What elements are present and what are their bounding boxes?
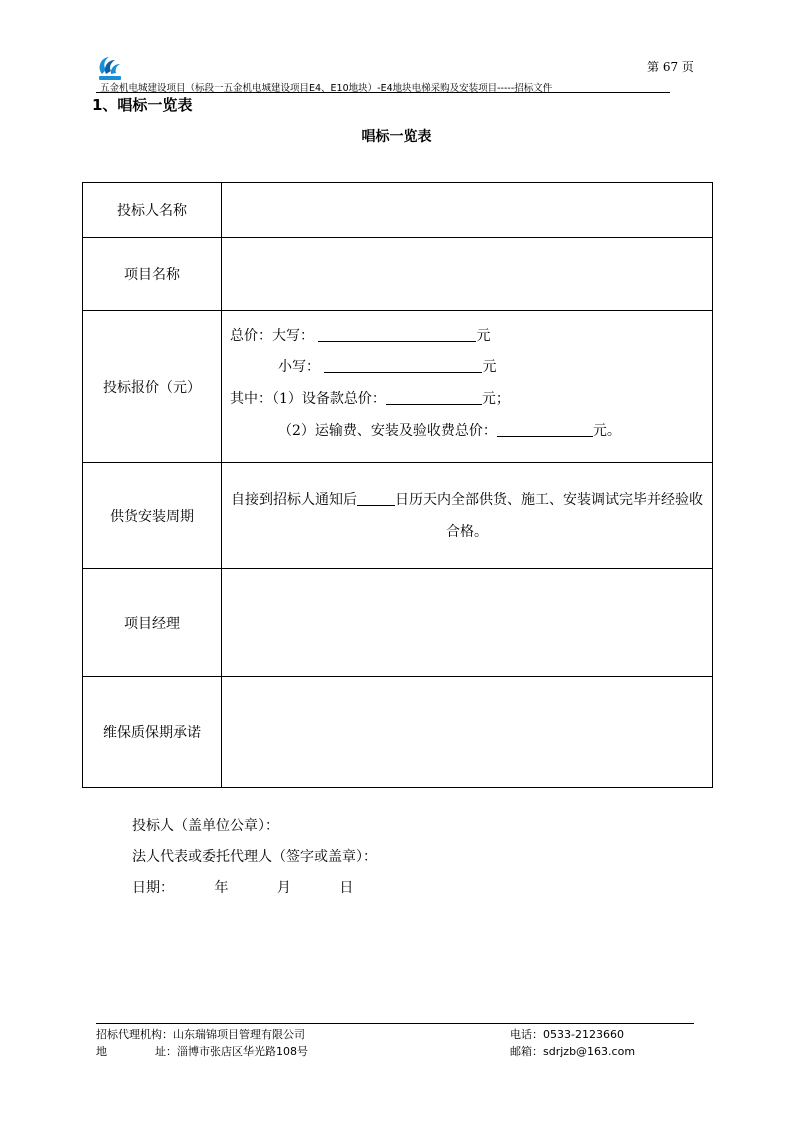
address-value: 淄博市张店区华光路108号 xyxy=(177,1045,308,1058)
uppercase-label: 大写： xyxy=(272,328,314,344)
agency-name: 山东瑞锦项目管理有限公司 xyxy=(173,1028,305,1041)
bidder-name-label: 投标人名称 xyxy=(83,183,222,238)
document-header-title: 五金机电城建设项目（标段一五金机电城建设项目E4、E10地块）-E4地块电梯采购及安装项目-----招标文件 xyxy=(100,83,553,94)
bid-price-cell xyxy=(222,311,713,463)
date-line xyxy=(132,877,353,897)
transport-install-unit: 元。 xyxy=(592,423,621,439)
phone-value: 0533-2123660 xyxy=(543,1028,624,1041)
date-label: 日期： xyxy=(132,880,174,896)
equipment-price-row xyxy=(230,388,510,408)
uppercase-amount-blank[interactable] xyxy=(318,326,476,342)
bid-summary-table xyxy=(82,182,713,788)
total-price-uppercase-row xyxy=(230,325,490,345)
total-price-lowercase-row xyxy=(278,356,496,376)
email-label: 邮箱： xyxy=(510,1045,543,1058)
date-month: 月 xyxy=(276,880,291,896)
warranty-label: 维保质保期承诺 xyxy=(83,677,222,788)
supply-days-blank[interactable] xyxy=(357,490,395,506)
lowercase-label: 小写： xyxy=(278,359,320,375)
project-manager-label: 项目经理 xyxy=(83,569,222,677)
bidder-seal-line: 投标人（盖单位公章）： xyxy=(132,818,279,834)
footer-divider xyxy=(96,1023,694,1024)
bid-price-label: 投标报价（元） xyxy=(83,311,222,463)
project-manager-cell[interactable] xyxy=(222,569,713,677)
project-name-cell[interactable] xyxy=(222,238,713,311)
page-number: 第 67 页 xyxy=(647,60,694,74)
table-row xyxy=(83,183,713,238)
equipment-price-label: （1）设备款总价： xyxy=(272,391,386,407)
lowercase-amount-blank[interactable] xyxy=(324,357,482,373)
supply-period-label: 供货安装周期 xyxy=(83,463,222,569)
date-day: 日 xyxy=(339,880,354,896)
bidder-name-cell[interactable] xyxy=(222,183,713,238)
warranty-cell[interactable] xyxy=(222,677,713,788)
of-which-label: 其中： xyxy=(230,391,272,407)
transport-install-price-row xyxy=(278,420,621,440)
supply-period-suffix: 日历天内全部供货、施工、安装调试完毕并经验收合格。 xyxy=(395,491,703,540)
table-title: 唱标一览表 xyxy=(361,129,432,145)
table-row xyxy=(83,311,713,463)
header-divider xyxy=(96,92,670,93)
supply-period-cell xyxy=(222,463,713,569)
supply-period-text xyxy=(222,484,712,548)
table-row xyxy=(83,569,713,677)
address-label-first: 地 xyxy=(96,1045,107,1058)
legal-rep-signature-line: 法人代表或委托代理人（签字或盖章）： xyxy=(132,849,377,865)
agency-label: 招标代理机构： xyxy=(96,1028,173,1041)
transport-install-label: （2）运输费、安装及验收费总价： xyxy=(278,423,497,439)
company-logo-icon xyxy=(96,54,126,82)
transport-install-blank[interactable] xyxy=(497,421,593,437)
table-row xyxy=(83,463,713,569)
lowercase-unit: 元 xyxy=(482,359,497,375)
email-value: sdrjzb@163.com xyxy=(543,1045,636,1058)
table-row xyxy=(83,677,713,788)
project-name-label: 项目名称 xyxy=(83,238,222,311)
table-row xyxy=(83,238,713,311)
date-year: 年 xyxy=(214,880,229,896)
email-info xyxy=(510,1043,635,1059)
uppercase-unit: 元 xyxy=(476,328,491,344)
equipment-unit: 元； xyxy=(481,391,510,407)
equipment-price-blank[interactable] xyxy=(386,389,482,405)
address-info xyxy=(96,1043,308,1059)
phone-label: 电话： xyxy=(510,1028,543,1041)
address-label-second: 址： xyxy=(155,1045,177,1058)
agency-info xyxy=(96,1026,305,1042)
section-heading: 1、唱标一览表 xyxy=(92,96,193,114)
phone-info xyxy=(510,1026,624,1042)
supply-period-prefix: 自接到招标人通知后 xyxy=(231,491,357,508)
total-price-prefix: 总价： xyxy=(230,328,272,344)
